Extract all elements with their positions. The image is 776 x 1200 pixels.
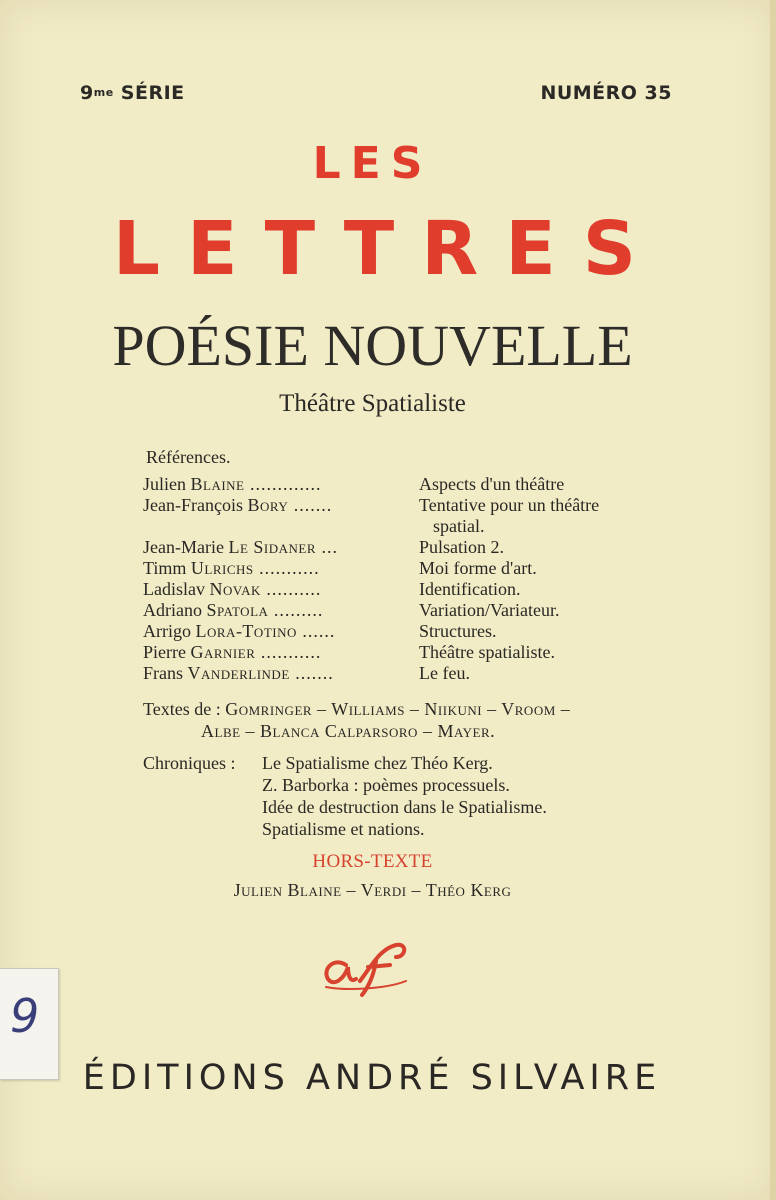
chroniques-label: Chroniques :: [143, 753, 236, 773]
toc-title: Pulsation 2.: [419, 537, 505, 557]
chronique-item: Spatialisme et nations.: [262, 819, 425, 839]
toc-author: Arrigo Lora-Totino ......: [143, 621, 336, 641]
toc-entry: [143, 663, 663, 684]
toc-title: Moi forme d'art.: [419, 558, 537, 578]
toc-author: Pierre Garnier ...........: [143, 642, 322, 662]
toc-title: Tentative pour un théâtre spatial.: [419, 495, 600, 536]
title-les: LES: [312, 138, 433, 189]
toc-author: Jean-Marie Le Sidaner ...: [143, 537, 339, 557]
issue-number: NUMÉRO 35: [540, 82, 672, 104]
toc-author: Jean-François Bory .......: [143, 495, 333, 515]
chronique-item: Le Spatialisme chez Théo Kerg.: [262, 753, 493, 773]
toc-title: Théâtre spatialiste.: [419, 642, 555, 662]
toc-title: Le feu.: [419, 663, 470, 683]
toc-entry: [143, 579, 663, 600]
chronique-item: Idée de destruction dans le Spatialisme.: [262, 797, 547, 817]
toc-entry: [143, 558, 663, 579]
toc-author: Timm Ulrichs ...........: [143, 558, 320, 578]
toc-entry: [143, 537, 663, 558]
page-edge: [770, 0, 776, 1200]
chronique-item: Z. Barborka : poèmes processuels.: [262, 775, 510, 795]
library-tag-number: 9: [10, 989, 40, 1043]
publisher-logo-icon: [316, 935, 416, 999]
library-tag: [0, 968, 59, 1080]
publisher-name: ÉDITIONS ANDRÉ SILVAIRE: [82, 1058, 662, 1098]
toc-author: Julien Blaine .............: [143, 474, 322, 494]
table-of-contents: [143, 474, 663, 684]
toc-entry: [143, 474, 663, 495]
textes-line-2: Albe – Blanca Calparsoro – Mayer.: [201, 721, 496, 741]
toc-title: Structures.: [419, 621, 497, 641]
toc-entry: [143, 600, 663, 621]
toc-author: Ladislav Novak ..........: [143, 579, 322, 599]
textes-line-1: Textes de : Gomringer – Williams – Niikuni – Vroom –: [143, 699, 571, 719]
subtitle-poesie-nouvelle: POÉSIE NOUVELLE: [112, 313, 633, 378]
toc-entry: [143, 621, 663, 642]
title-lettres: LETTRES: [112, 206, 664, 292]
series-label: $9^{me}$ SÉRIE: [80, 82, 185, 104]
toc-author: Frans Vanderlinde .......: [143, 663, 334, 683]
theme-title: Théâtre Spatialiste: [279, 390, 466, 417]
hors-texte-heading: HORS-TEXTE: [312, 851, 433, 872]
textes-section: [143, 698, 683, 742]
toc-entry: [143, 642, 663, 663]
references-heading: Références.: [146, 447, 231, 467]
toc-author: Adriano Spatola .........: [143, 600, 324, 620]
toc-title: Identification.: [419, 579, 521, 599]
toc-entry: [143, 495, 663, 537]
toc-title: Variation/Variateur.: [419, 600, 560, 620]
hors-texte-authors: Julien Blaine – Verdi – Théo Kerg: [233, 880, 512, 900]
toc-title: Aspects d'un théâtre: [419, 474, 565, 494]
